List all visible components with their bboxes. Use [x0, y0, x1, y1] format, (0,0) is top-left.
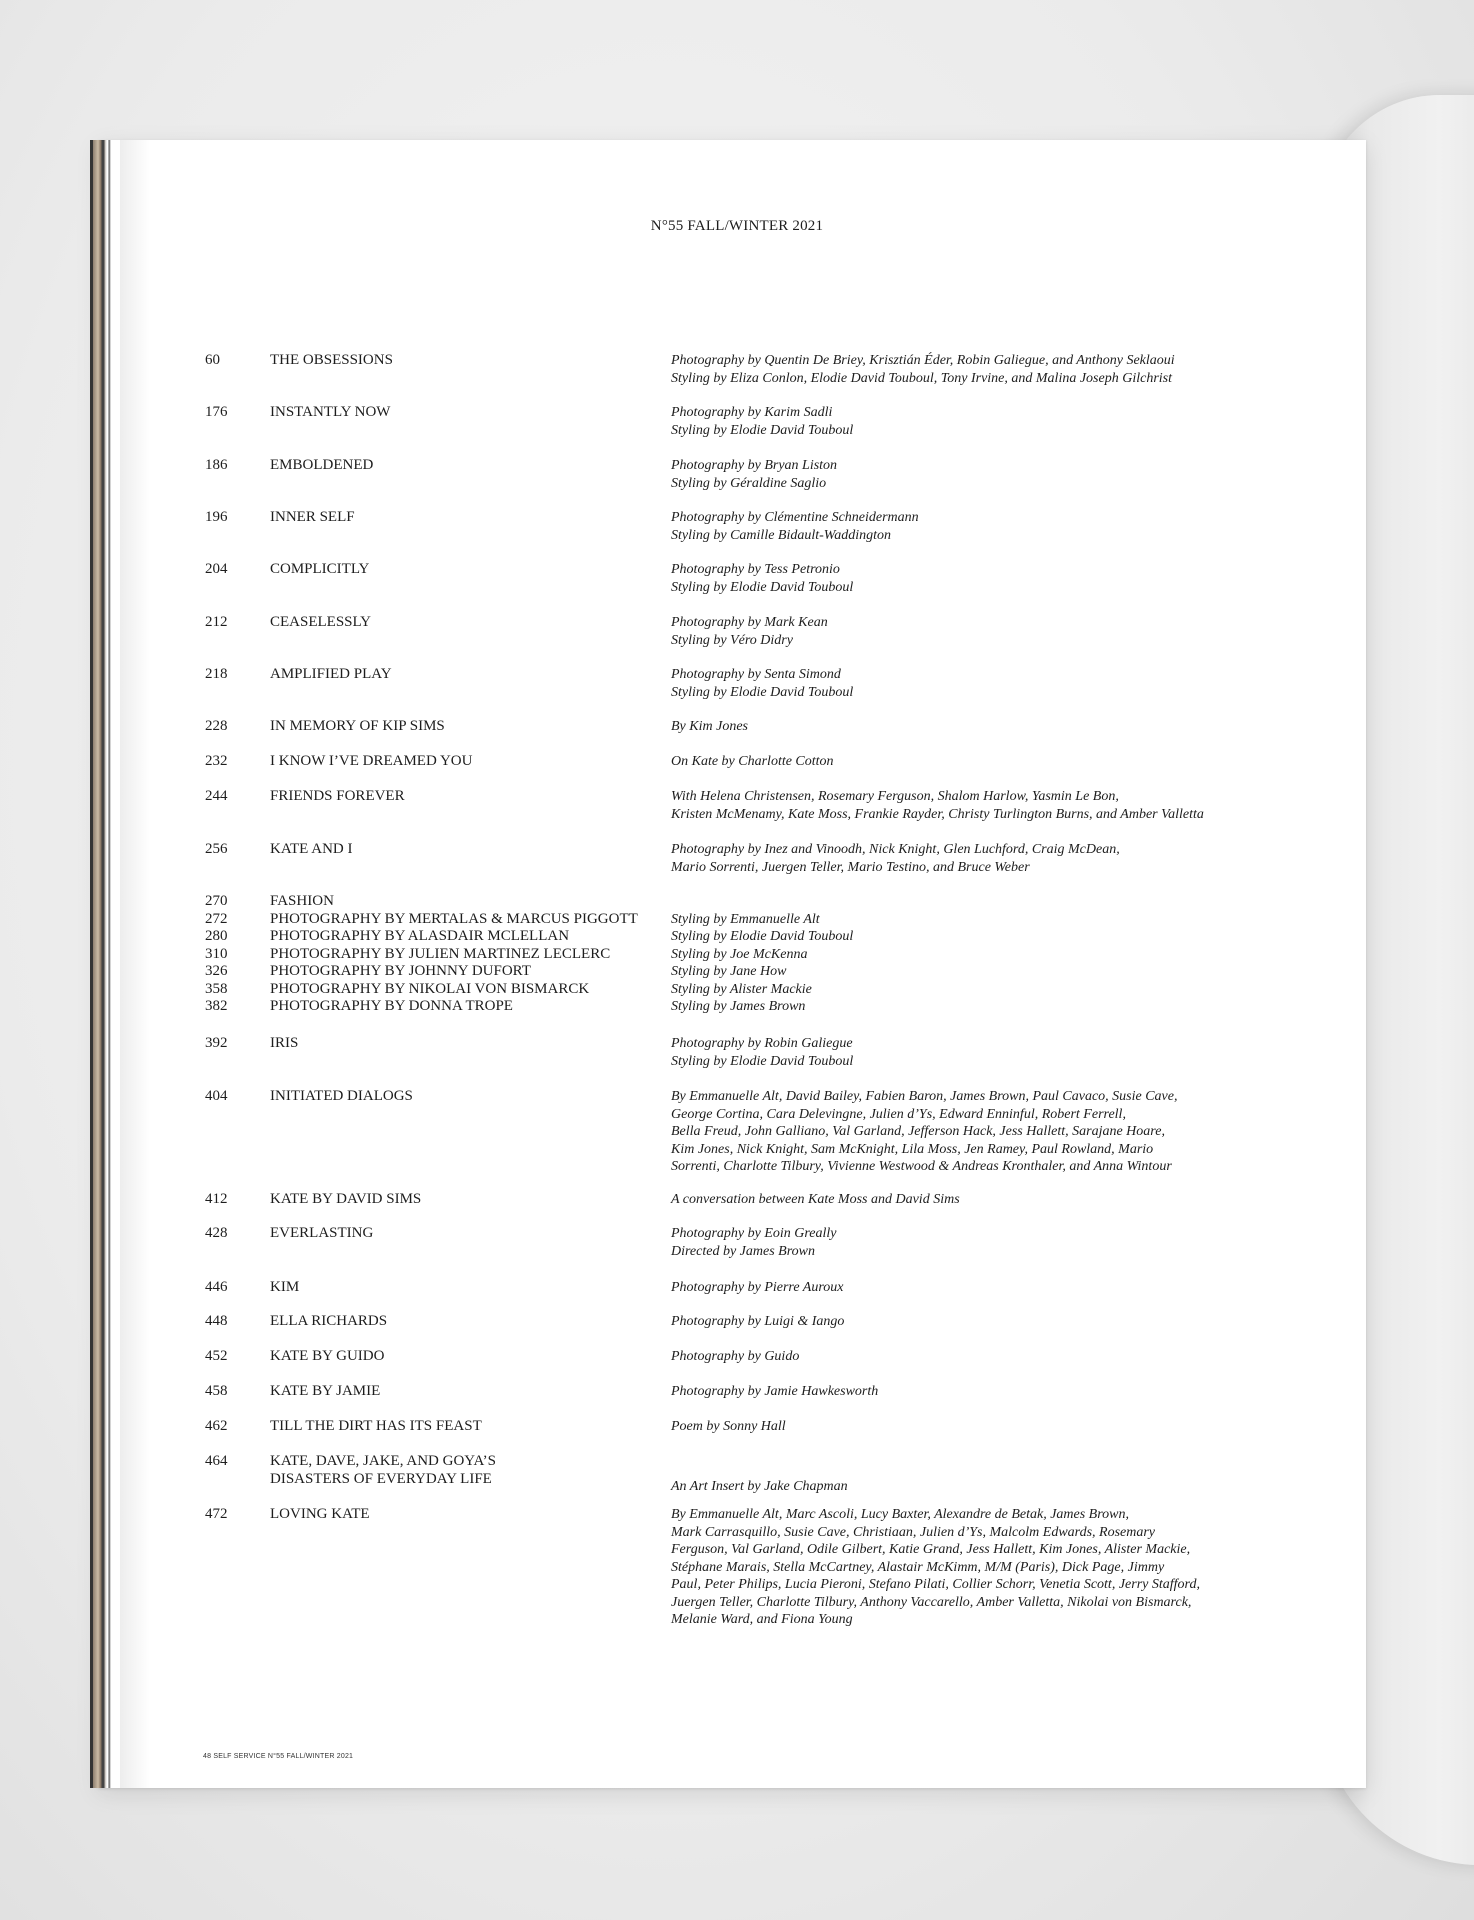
toc-credits: Photography by Eoin Greally Directed by James Brown [671, 1226, 837, 1259]
toc-title: IRIS [270, 1035, 299, 1051]
toc-page-number: 256 [205, 841, 228, 857]
toc-credits: Poem by Sonny Hall [671, 1419, 786, 1434]
toc-credits: Photography by Karim Sadli Styling by Elodie David Touboul [671, 405, 854, 438]
gutter-shadow [120, 140, 150, 1788]
toc-title: FRIENDS FOREVER [270, 788, 405, 804]
toc-page-number: 212 [205, 614, 228, 630]
toc-credits: Styling by Emmanuelle Alt Styling by Elodie David Touboul Styling by Joe McKenna Styling by Jane How Styling by Alister Mackie Styling by James Brown [671, 911, 854, 1014]
toc-page-number: 446 [205, 1279, 228, 1295]
toc-credits: Photography by Robin Galiegue Styling by Elodie David Touboul [671, 1036, 854, 1069]
toc-credits: By Emmanuelle Alt, David Bailey, Fabien Baron, James Brown, Paul Cavaco, Susie Cave, George Cortina, Cara Delevingne, Julien d’Ys, Edward Enninful, Robert Ferrell, Bella Freud, John Galliano, Val Garland, Jefferson Hack, Jess Hallett, Sarajane Hoare, Kim Jones, Nick Knight, Sam McKnight, Lila Moss, Jen Ramey, Paul Rowland, Mario Sorrenti, Charlotte Tilbury, Vivienne Westwood & Andreas Kronthaler, and Anna Wintour [671, 1089, 1178, 1174]
toc-credits: Photography by Guido [671, 1349, 800, 1364]
toc-credits: With Helena Christensen, Rosemary Ferguson, Shalom Harlow, Yasmin Le Bon, Kristen McMenamy, Kate Moss, Frankie Rayder, Christy Turlington Burns, and Amber Valletta [671, 789, 1204, 822]
toc-page-number: 204 [205, 561, 228, 577]
toc-title: ELLA RICHARDS [270, 1313, 388, 1329]
toc-page-number: 270 272 280 310 326 358 382 [205, 893, 228, 1014]
toc-page-number: 472 [205, 1506, 228, 1522]
toc-page-number: 452 [205, 1348, 228, 1364]
toc-page-number: 462 [205, 1418, 228, 1434]
toc-title: COMPLICITLY [270, 561, 370, 577]
toc-title: KATE BY GUIDO [270, 1348, 385, 1364]
toc-title: FASHION PHOTOGRAPHY BY MERTALAS & MARCUS PIGGOTT PHOTOGRAPHY BY ALASDAIR MCLELLAN PHOTOGRAPHY BY JULIEN MARTINEZ LECLERC PHOTOGRAPHY BY JOHNNY DUFORT PHOTOGRAPHY BY NIKOLAI VON BISMARCK PHOTOGRAPHY BY DONNA TROPE [270, 893, 638, 1014]
toc-page-number: 244 [205, 788, 228, 804]
toc-credits: Photography by Tess Petronio Styling by Elodie David Touboul [671, 562, 854, 595]
toc-credits: By Emmanuelle Alt, Marc Ascoli, Lucy Baxter, Alexandre de Betak, James Brown, Mark Carrasquillo, Susie Cave, Christiaan, Julien d’Ys, Malcolm Edwards, Rosemary Ferguson, Val Garland, Odile Gilbert, Katie Grand, Jess Hallett, Kim Jones, Alister Mackie, Stéphane Marais, Stella McCartney, Alastair McKimm, M/M (Paris), Dick Page, Jimmy Paul, Peter Philips, Lucia Pieroni, Stefano Pilati, Collier Schorr, Venetia Scott, Jerry Stafford, Juergen Teller, Charlotte Tilbury, Anthony Vaccarello, Amber Valletta, Nikolai von Bismarck, Melanie Ward, and Fiona Young [671, 1507, 1200, 1627]
toc-credits: Photography by Senta Simond Styling by Elodie David Touboul [671, 667, 854, 700]
toc-credits: Photography by Inez and Vinoodh, Nick Knight, Glen Luchford, Craig McDean, Mario Sorrenti, Juergen Teller, Mario Testino, and Bruce Weber [671, 842, 1120, 875]
issue-header: N°55 FALL/WINTER 2021 [650, 218, 824, 234]
toc-page-number: 464 [205, 1453, 228, 1469]
toc-page-number: 404 [205, 1088, 228, 1104]
toc-page-number: 392 [205, 1035, 228, 1051]
toc-title: KATE BY DAVID SIMS [270, 1191, 422, 1207]
toc-credits: Photography by Mark Kean Styling by Véro Didry [671, 615, 828, 648]
toc-page-number: 218 [205, 666, 228, 682]
toc-credits: An Art Insert by Jake Chapman [671, 1479, 848, 1494]
toc-page-number: 428 [205, 1225, 228, 1241]
toc-title: IN MEMORY OF KIP SIMS [270, 718, 445, 734]
toc-page-number: 186 [205, 457, 228, 473]
page-footer: 48 SELF SERVICE N°55 FALL/WINTER 2021 [203, 1753, 354, 1760]
toc-title: INNER SELF [270, 509, 355, 525]
toc-title: EVERLASTING [270, 1225, 374, 1241]
toc-page-number: 228 [205, 718, 228, 734]
toc-title: LOVING KATE [270, 1506, 370, 1522]
toc-title: INSTANTLY NOW [270, 404, 391, 420]
toc-page-number: 458 [205, 1383, 228, 1399]
toc-title: EMBOLDENED [270, 457, 374, 473]
toc-title: AMPLIFIED PLAY [270, 666, 392, 682]
toc-page-number: 448 [205, 1313, 228, 1329]
toc-credits: On Kate by Charlotte Cotton [671, 754, 834, 769]
toc-title: KATE AND I [270, 841, 353, 857]
toc-credits: Photography by Bryan Liston Styling by Géraldine Saglio [671, 458, 838, 491]
toc-title: INITIATED DIALOGS [270, 1088, 413, 1104]
toc-title: KATE BY JAMIE [270, 1383, 381, 1399]
toc-credits: Photography by Quentin De Briey, Krisztián Éder, Robin Galiegue, and Anthony Seklaoui Styling by Eliza Conlon, Elodie David Touboul, Tony Irvine, and Malina Joseph Gilchrist [671, 353, 1175, 386]
toc-page-number: 60 [205, 352, 220, 368]
toc-credits: Photography by Pierre Auroux [671, 1280, 844, 1295]
toc-page-number: 412 [205, 1191, 228, 1207]
toc-credits: A conversation between Kate Moss and David Sims [671, 1192, 960, 1207]
toc-credits: By Kim Jones [671, 719, 748, 734]
toc-page-number: 196 [205, 509, 228, 525]
toc-page-number: 232 [205, 753, 228, 769]
toc-title: THE OBSESSIONS [270, 352, 393, 368]
toc-title: I KNOW I’VE DREAMED YOU [270, 753, 473, 769]
toc-title: KIM [270, 1279, 300, 1295]
toc-title: TILL THE DIRT HAS ITS FEAST [270, 1418, 482, 1434]
toc-title: CEASELESSLY [270, 614, 372, 630]
toc-credits: Photography by Clémentine Schneidermann Styling by Camille Bidault-Waddington [671, 510, 919, 543]
toc-credits: Photography by Jamie Hawkesworth [671, 1384, 879, 1399]
binding-spine [90, 140, 120, 1788]
toc-page-number: 176 [205, 404, 228, 420]
toc-credits: Photography by Luigi & Iango [671, 1314, 845, 1329]
toc-title: KATE, DAVE, JAKE, AND GOYA’S DISASTERS OF EVERYDAY LIFE [270, 1453, 496, 1487]
